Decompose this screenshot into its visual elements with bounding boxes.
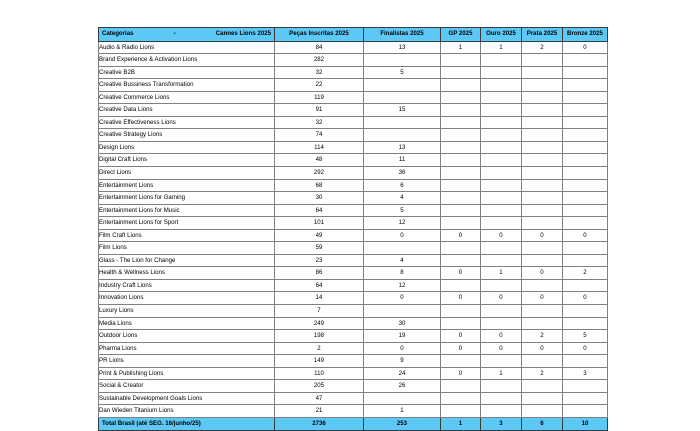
- cell-pecas-inscritas[interactable]: 205: [275, 380, 364, 393]
- cell-category[interactable]: Entertainment Lions: [99, 179, 275, 192]
- cell-prata-empty[interactable]: [522, 54, 563, 67]
- cell-ouro-empty[interactable]: [481, 66, 522, 79]
- cell-category[interactable]: Entertainment Lions for Gaming: [99, 192, 275, 205]
- cell-gp[interactable]: 0: [441, 267, 481, 280]
- cell-ouro[interactable]: 0: [481, 342, 522, 355]
- cell-category[interactable]: Film Craft Lions: [99, 229, 275, 242]
- cell-finalistas[interactable]: 9: [364, 355, 441, 368]
- table-row[interactable]: [99, 229, 608, 242]
- table-row[interactable]: [99, 179, 608, 192]
- cell-gp-empty[interactable]: [441, 129, 481, 142]
- cell-prata-empty[interactable]: [522, 405, 563, 418]
- cell-ouro[interactable]: 0: [481, 292, 522, 305]
- column-header-pecas-inscritas[interactable]: Peças Inscritas 2025: [275, 28, 364, 42]
- cell-finalistas[interactable]: 13: [364, 141, 441, 154]
- cell-bronze-empty[interactable]: [563, 154, 608, 167]
- table-row[interactable]: [99, 267, 608, 280]
- cell-prata-empty[interactable]: [522, 79, 563, 92]
- table-row[interactable]: [99, 204, 608, 217]
- cell-category[interactable]: Sustainable Development Goals Lions: [99, 392, 275, 405]
- cell-ouro-empty[interactable]: [481, 204, 522, 217]
- cell-bronze[interactable]: 3: [563, 367, 608, 380]
- cell-category[interactable]: Print & Publishing Lions: [99, 367, 275, 380]
- column-header-award-label: Cannes Lions 2025: [215, 30, 271, 37]
- cell-bronze-empty[interactable]: [563, 104, 608, 117]
- table-row[interactable]: [99, 330, 608, 343]
- cell-pecas-inscritas[interactable]: 101: [275, 217, 364, 230]
- cell-prata[interactable]: 0: [522, 342, 563, 355]
- cell-gp-empty[interactable]: [441, 380, 481, 393]
- cell-finalistas-empty[interactable]: [364, 242, 441, 255]
- cell-ouro-empty[interactable]: [481, 154, 522, 167]
- cell-finalistas[interactable]: 12: [364, 217, 441, 230]
- table-row[interactable]: [99, 405, 608, 418]
- cell-bronze-empty[interactable]: [563, 192, 608, 205]
- cell-ouro[interactable]: 0: [481, 229, 522, 242]
- table-row[interactable]: [99, 392, 608, 405]
- cell-finalistas-empty[interactable]: [364, 54, 441, 67]
- cell-pecas-inscritas[interactable]: 249: [275, 317, 364, 330]
- cell-gp-empty[interactable]: [441, 179, 481, 192]
- cell-bronze-empty[interactable]: [563, 317, 608, 330]
- column-header-prata[interactable]: Prata 2025: [522, 28, 563, 42]
- cell-category[interactable]: Design Lions: [99, 141, 275, 154]
- column-header-gp[interactable]: GP 2025: [441, 28, 481, 42]
- cell-pecas-inscritas[interactable]: 149: [275, 355, 364, 368]
- total-pecas-inscritas: 2736: [275, 417, 364, 431]
- cell-ouro[interactable]: 0: [481, 330, 522, 343]
- cell-prata-empty[interactable]: [522, 154, 563, 167]
- total-bronze: 10: [563, 417, 608, 431]
- cell-prata-empty[interactable]: [522, 204, 563, 217]
- cell-category[interactable]: Creative Effectiveness Lions: [99, 116, 275, 129]
- column-header-categories[interactable]: [99, 28, 275, 42]
- cell-category[interactable]: Creative Bussiness Transformation: [99, 79, 275, 92]
- cell-category[interactable]: Direct Lions: [99, 166, 275, 179]
- cell-pecas-inscritas[interactable]: 59: [275, 242, 364, 255]
- cell-ouro-empty[interactable]: [481, 192, 522, 205]
- cell-prata-empty[interactable]: [522, 104, 563, 117]
- table-row[interactable]: [99, 91, 608, 104]
- cell-finalistas[interactable]: 0: [364, 229, 441, 242]
- cell-prata[interactable]: 0: [522, 267, 563, 280]
- total-label: Total Brasil (até SEG. 16/junho/25): [99, 417, 275, 431]
- cell-bronze-empty[interactable]: [563, 217, 608, 230]
- cell-gp-empty[interactable]: [441, 355, 481, 368]
- cell-prata-empty[interactable]: [522, 392, 563, 405]
- cell-ouro-empty[interactable]: [481, 166, 522, 179]
- cell-finalistas[interactable]: 5: [364, 204, 441, 217]
- cell-prata-empty[interactable]: [522, 116, 563, 129]
- cell-pecas-inscritas[interactable]: 30: [275, 192, 364, 205]
- cell-bronze-empty[interactable]: [563, 405, 608, 418]
- table-row[interactable]: [99, 141, 608, 154]
- table-row[interactable]: [99, 66, 608, 79]
- cell-category[interactable]: Glass - The Lion for Change: [99, 254, 275, 267]
- table-row[interactable]: [99, 317, 608, 330]
- cell-prata-empty[interactable]: [522, 66, 563, 79]
- cell-finalistas[interactable]: 0: [364, 342, 441, 355]
- cell-category[interactable]: Entertainment Lions for Music: [99, 204, 275, 217]
- column-header-ouro[interactable]: Ouro 2025: [481, 28, 522, 42]
- table-row[interactable]: [99, 104, 608, 117]
- cell-finalistas-empty[interactable]: [364, 392, 441, 405]
- cell-bronze-empty[interactable]: [563, 279, 608, 292]
- cell-gp-empty[interactable]: [441, 317, 481, 330]
- spreadsheet-table-container: [98, 27, 601, 431]
- cell-ouro-empty[interactable]: [481, 179, 522, 192]
- cell-prata-empty[interactable]: [522, 166, 563, 179]
- cell-gp[interactable]: 1: [441, 41, 481, 54]
- total-ouro: 3: [481, 417, 522, 431]
- cell-bronze[interactable]: 0: [563, 292, 608, 305]
- cell-finalistas[interactable]: 24: [364, 367, 441, 380]
- cell-prata[interactable]: 0: [522, 292, 563, 305]
- cell-pecas-inscritas[interactable]: 2: [275, 342, 364, 355]
- cell-category[interactable]: Entertainment Lions for Sport: [99, 217, 275, 230]
- cell-ouro-empty[interactable]: [481, 129, 522, 142]
- cell-category[interactable]: Creative Commerce Lions: [99, 91, 275, 104]
- cell-pecas-inscritas[interactable]: 32: [275, 116, 364, 129]
- cell-bronze-empty[interactable]: [563, 66, 608, 79]
- cell-finalistas[interactable]: 36: [364, 166, 441, 179]
- cell-gp-empty[interactable]: [441, 405, 481, 418]
- cell-prata-empty[interactable]: [522, 380, 563, 393]
- cell-finalistas[interactable]: 13: [364, 41, 441, 54]
- cell-finalistas[interactable]: 19: [364, 330, 441, 343]
- cell-gp-empty[interactable]: [441, 54, 481, 67]
- table-row[interactable]: [99, 166, 608, 179]
- cell-ouro[interactable]: 1: [481, 367, 522, 380]
- cell-bronze-empty[interactable]: [563, 179, 608, 192]
- cell-ouro-empty[interactable]: [481, 254, 522, 267]
- table-row[interactable]: [99, 129, 608, 142]
- cell-finalistas[interactable]: 15: [364, 104, 441, 117]
- table-total-row[interactable]: [99, 417, 608, 431]
- cell-pecas-inscritas[interactable]: 110: [275, 367, 364, 380]
- cell-finalistas[interactable]: 4: [364, 192, 441, 205]
- cell-bronze-empty[interactable]: [563, 54, 608, 67]
- cell-finalistas[interactable]: 1: [364, 405, 441, 418]
- cell-gp-empty[interactable]: [441, 279, 481, 292]
- table-row[interactable]: [99, 242, 608, 255]
- cell-category[interactable]: Audio & Radio Lions: [99, 41, 275, 54]
- table-row[interactable]: [99, 41, 608, 54]
- cell-category[interactable]: Innovation Lions: [99, 292, 275, 305]
- cell-pecas-inscritas[interactable]: 48: [275, 154, 364, 167]
- cell-gp-empty[interactable]: [441, 242, 481, 255]
- cell-prata-empty[interactable]: [522, 179, 563, 192]
- column-header-bronze[interactable]: Bronze 2025: [563, 28, 608, 42]
- table-row[interactable]: [99, 79, 608, 92]
- cell-ouro-empty[interactable]: [481, 392, 522, 405]
- cell-category[interactable]: Pharma Lions: [99, 342, 275, 355]
- table-row[interactable]: [99, 342, 608, 355]
- cell-category[interactable]: Health & Wellness Lions: [99, 267, 275, 280]
- cell-category[interactable]: Creative Strategy Lions: [99, 129, 275, 142]
- cell-finalistas[interactable]: 30: [364, 317, 441, 330]
- cell-prata-empty[interactable]: [522, 317, 563, 330]
- cell-pecas-inscritas[interactable]: 74: [275, 129, 364, 142]
- cell-category[interactable]: Industry Craft Lions: [99, 279, 275, 292]
- cell-ouro-empty[interactable]: [481, 242, 522, 255]
- cell-category[interactable]: Social & Creator: [99, 380, 275, 393]
- table-row[interactable]: [99, 304, 608, 317]
- table-row[interactable]: [99, 279, 608, 292]
- cell-prata-empty[interactable]: [522, 91, 563, 104]
- cell-prata-empty[interactable]: [522, 242, 563, 255]
- cell-ouro-empty[interactable]: [481, 317, 522, 330]
- cell-bronze-empty[interactable]: [563, 254, 608, 267]
- cell-bronze-empty[interactable]: [563, 116, 608, 129]
- cell-prata[interactable]: 2: [522, 367, 563, 380]
- cell-bronze[interactable]: 0: [563, 229, 608, 242]
- cell-finalistas[interactable]: 12: [364, 279, 441, 292]
- cell-prata[interactable]: 2: [522, 330, 563, 343]
- cell-category[interactable]: Outdoor Lions: [99, 330, 275, 343]
- cell-prata-empty[interactable]: [522, 254, 563, 267]
- cell-bronze-empty[interactable]: [563, 355, 608, 368]
- cell-pecas-inscritas[interactable]: 7: [275, 304, 364, 317]
- cell-gp-empty[interactable]: [441, 204, 481, 217]
- cell-pecas-inscritas[interactable]: 64: [275, 279, 364, 292]
- cell-gp[interactable]: 0: [441, 229, 481, 242]
- cell-gp-empty[interactable]: [441, 192, 481, 205]
- cell-prata-empty[interactable]: [522, 141, 563, 154]
- total-gp: 1: [441, 417, 481, 431]
- cell-pecas-inscritas[interactable]: 49: [275, 229, 364, 242]
- table-body: [99, 41, 608, 431]
- cell-ouro-empty[interactable]: [481, 91, 522, 104]
- cell-gp-empty[interactable]: [441, 154, 481, 167]
- cell-gp-empty[interactable]: [441, 66, 481, 79]
- cell-prata[interactable]: 2: [522, 41, 563, 54]
- cell-gp-empty[interactable]: [441, 116, 481, 129]
- cell-pecas-inscritas[interactable]: 21: [275, 405, 364, 418]
- cell-prata-empty[interactable]: [522, 304, 563, 317]
- cell-pecas-inscritas[interactable]: 119: [275, 91, 364, 104]
- table-row[interactable]: [99, 254, 608, 267]
- cell-pecas-inscritas[interactable]: 47: [275, 392, 364, 405]
- cell-bronze-empty[interactable]: [563, 380, 608, 393]
- cell-gp[interactable]: 0: [441, 367, 481, 380]
- table-row[interactable]: [99, 116, 608, 129]
- cell-pecas-inscritas[interactable]: 282: [275, 54, 364, 67]
- cell-finalistas-empty[interactable]: [364, 129, 441, 142]
- cell-finalistas[interactable]: 6: [364, 179, 441, 192]
- column-header-dash: -: [173, 30, 176, 37]
- cell-finalistas[interactable]: 26: [364, 380, 441, 393]
- cell-finalistas-empty[interactable]: [364, 304, 441, 317]
- cell-finalistas[interactable]: 11: [364, 154, 441, 167]
- cell-pecas-inscritas[interactable]: 86: [275, 267, 364, 280]
- cell-ouro[interactable]: 1: [481, 267, 522, 280]
- table-row[interactable]: [99, 154, 608, 167]
- table-row[interactable]: [99, 292, 608, 305]
- cell-bronze[interactable]: 5: [563, 330, 608, 343]
- cell-category[interactable]: Brand Experience & Activation Lions: [99, 54, 275, 67]
- cell-category[interactable]: Creative Data Lions: [99, 104, 275, 117]
- cell-bronze[interactable]: 0: [563, 342, 608, 355]
- cell-gp[interactable]: 0: [441, 292, 481, 305]
- cell-prata-empty[interactable]: [522, 355, 563, 368]
- cell-category[interactable]: PR Lions: [99, 355, 275, 368]
- cannes-lions-table: [98, 27, 608, 431]
- cell-pecas-inscritas[interactable]: 23: [275, 254, 364, 267]
- table-row[interactable]: [99, 192, 608, 205]
- cell-ouro-empty[interactable]: [481, 54, 522, 67]
- cell-category[interactable]: Film Lions: [99, 242, 275, 255]
- cell-bronze-empty[interactable]: [563, 129, 608, 142]
- cell-finalistas-empty[interactable]: [364, 79, 441, 92]
- cell-pecas-inscritas[interactable]: 114: [275, 141, 364, 154]
- cell-pecas-inscritas[interactable]: 22: [275, 79, 364, 92]
- total-finalistas: 253: [364, 417, 441, 431]
- cell-bronze-empty[interactable]: [563, 79, 608, 92]
- cell-gp[interactable]: 0: [441, 342, 481, 355]
- column-header-finalistas[interactable]: Finalistas 2025: [364, 28, 441, 42]
- cell-gp[interactable]: 0: [441, 330, 481, 343]
- cell-ouro-empty[interactable]: [481, 380, 522, 393]
- cell-gp-empty[interactable]: [441, 304, 481, 317]
- cell-ouro-empty[interactable]: [481, 116, 522, 129]
- cell-finalistas-empty[interactable]: [364, 116, 441, 129]
- cell-ouro[interactable]: 1: [481, 41, 522, 54]
- cell-bronze-empty[interactable]: [563, 304, 608, 317]
- cell-ouro-empty[interactable]: [481, 405, 522, 418]
- cell-ouro-empty[interactable]: [481, 79, 522, 92]
- cell-ouro-empty[interactable]: [481, 279, 522, 292]
- table-row[interactable]: [99, 380, 608, 393]
- table-row[interactable]: [99, 54, 608, 67]
- table-header-row: [99, 28, 608, 42]
- total-prata: 6: [522, 417, 563, 431]
- cell-prata-empty[interactable]: [522, 217, 563, 230]
- cell-ouro-empty[interactable]: [481, 141, 522, 154]
- cell-finalistas[interactable]: 5: [364, 66, 441, 79]
- table-row[interactable]: [99, 217, 608, 230]
- cell-bronze-empty[interactable]: [563, 204, 608, 217]
- cell-category[interactable]: Media Lions: [99, 317, 275, 330]
- cell-finalistas[interactable]: 8: [364, 267, 441, 280]
- cell-finalistas[interactable]: 4: [364, 254, 441, 267]
- table-row[interactable]: [99, 367, 608, 380]
- cell-pecas-inscritas[interactable]: 198: [275, 330, 364, 343]
- cell-gp-empty[interactable]: [441, 141, 481, 154]
- cell-pecas-inscritas[interactable]: 68: [275, 179, 364, 192]
- cell-prata[interactable]: 0: [522, 229, 563, 242]
- cell-bronze[interactable]: 0: [563, 41, 608, 54]
- cell-prata-empty[interactable]: [522, 129, 563, 142]
- cell-gp-empty[interactable]: [441, 166, 481, 179]
- cell-category[interactable]: Dan Wieden Titanium Lions: [99, 405, 275, 418]
- cell-prata-empty[interactable]: [522, 279, 563, 292]
- cell-category[interactable]: Creative B2B: [99, 66, 275, 79]
- cell-ouro-empty[interactable]: [481, 104, 522, 117]
- cell-bronze-empty[interactable]: [563, 91, 608, 104]
- cell-category[interactable]: Luxury Lions: [99, 304, 275, 317]
- cell-pecas-inscritas[interactable]: 292: [275, 166, 364, 179]
- cell-pecas-inscritas[interactable]: 64: [275, 204, 364, 217]
- cell-ouro-empty[interactable]: [481, 304, 522, 317]
- cell-pecas-inscritas[interactable]: 14: [275, 292, 364, 305]
- cell-pecas-inscritas[interactable]: 91: [275, 104, 364, 117]
- cell-bronze-empty[interactable]: [563, 242, 608, 255]
- cell-ouro-empty[interactable]: [481, 355, 522, 368]
- cell-gp-empty[interactable]: [441, 91, 481, 104]
- table-row[interactable]: [99, 355, 608, 368]
- cell-bronze-empty[interactable]: [563, 166, 608, 179]
- cell-pecas-inscritas[interactable]: 84: [275, 41, 364, 54]
- column-header-categories-label: Categorias: [102, 30, 134, 37]
- cell-bronze[interactable]: 2: [563, 267, 608, 280]
- cell-category[interactable]: Digital Craft Lions: [99, 154, 275, 167]
- cell-bronze-empty[interactable]: [563, 392, 608, 405]
- cell-ouro-empty[interactable]: [481, 217, 522, 230]
- cell-finalistas[interactable]: 0: [364, 292, 441, 305]
- cell-gp-empty[interactable]: [441, 392, 481, 405]
- cell-pecas-inscritas[interactable]: 32: [275, 66, 364, 79]
- cell-finalistas-empty[interactable]: [364, 91, 441, 104]
- cell-gp-empty[interactable]: [441, 79, 481, 92]
- cell-gp-empty[interactable]: [441, 104, 481, 117]
- cell-prata-empty[interactable]: [522, 192, 563, 205]
- cell-gp-empty[interactable]: [441, 217, 481, 230]
- cell-bronze-empty[interactable]: [563, 141, 608, 154]
- cell-gp-empty[interactable]: [441, 254, 481, 267]
